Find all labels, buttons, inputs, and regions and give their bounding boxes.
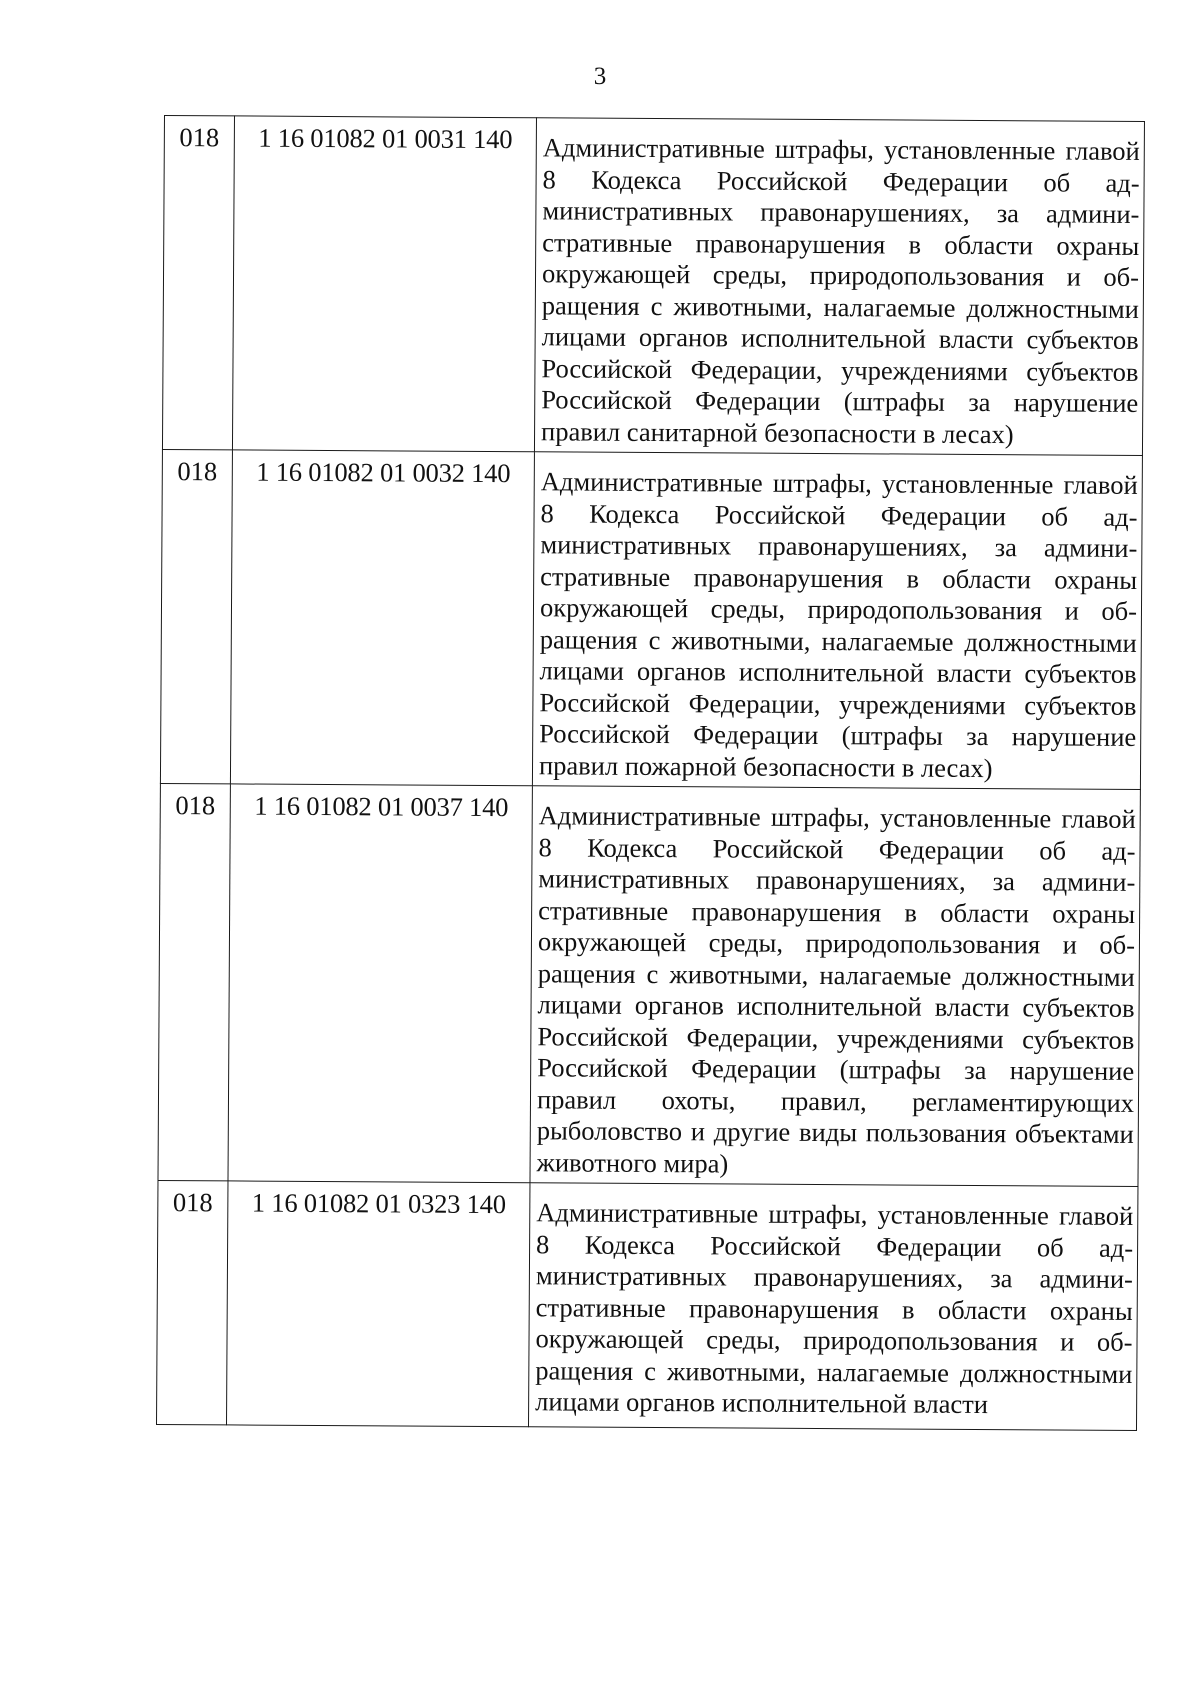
admin-code-cell: 018 [158,783,230,1180]
kbk-code-cell: 1 16 01082 01 0037 140 [228,784,532,1183]
admin-code-cell: 018 [162,116,234,450]
kbk-code-cell: 1 16 01082 01 0032 140 [230,450,534,786]
table-row [160,449,1142,789]
kbk-code-cell: 1 16 01082 01 0323 140 [227,1181,530,1426]
description-cell: Административные штрафы, установленные главой 8 Кодекса Российской Федерации об административных правонарушениях, за административные правонарушения в области охраны окружающей среды, природопользования и обращения с животными, налагаемые должностными лицами органов исполнительной власти субъектов Российской Федерации, учреждениями субъектов Российской Федерации (штрафы за нарушение правил охоты, правил, регламентирующих рыболовство и другие виды пользования объектами животного мира) [530,786,1140,1187]
description-cell: Административные штрафы, установленные главой 8 Кодекса Российской Федерации об административных правонарушениях, за административные правонарушения в области охраны окружающей среды, природопользования и обращения с животными, налагаемые должностными лицами органов исполнительной власти субъектов Российской Федерации, учреждениями субъектов Российской Федерации (штрафы за нарушение правил пожарной безопасности в лесах) [532,452,1142,790]
description-cell: Административные штрафы, установленные главой 8 Кодекса Российской Федерации об административных правонарушениях, за административные правонарушения в области охраны окружающей среды, природопользования и обращения с животными, налагаемые должностными лицами органов исполнительной власти [528,1183,1137,1430]
table-row [158,783,1140,1186]
kbk-code-cell: 1 16 01082 01 0031 140 [232,116,536,452]
table-row [162,116,1144,456]
description-cell: Административные штрафы, установленные главой 8 Кодекса Российской Федерации об административных правонарушениях, за административные правонарушения в области охраны окружающей среды, природопользования и обращения с животными, налагаемые должностными лицами органов исполнительной власти субъектов Российской Федерации, учреждениями субъектов Российской Федерации (штрафы за нарушение правил санитарной безопасности в лесах) [534,118,1144,456]
admin-code-cell: 018 [160,449,232,783]
admin-code-cell: 018 [157,1180,228,1424]
table-row [157,1180,1138,1429]
kbk-table [156,115,1145,1430]
page-number: 3 [593,63,607,90]
